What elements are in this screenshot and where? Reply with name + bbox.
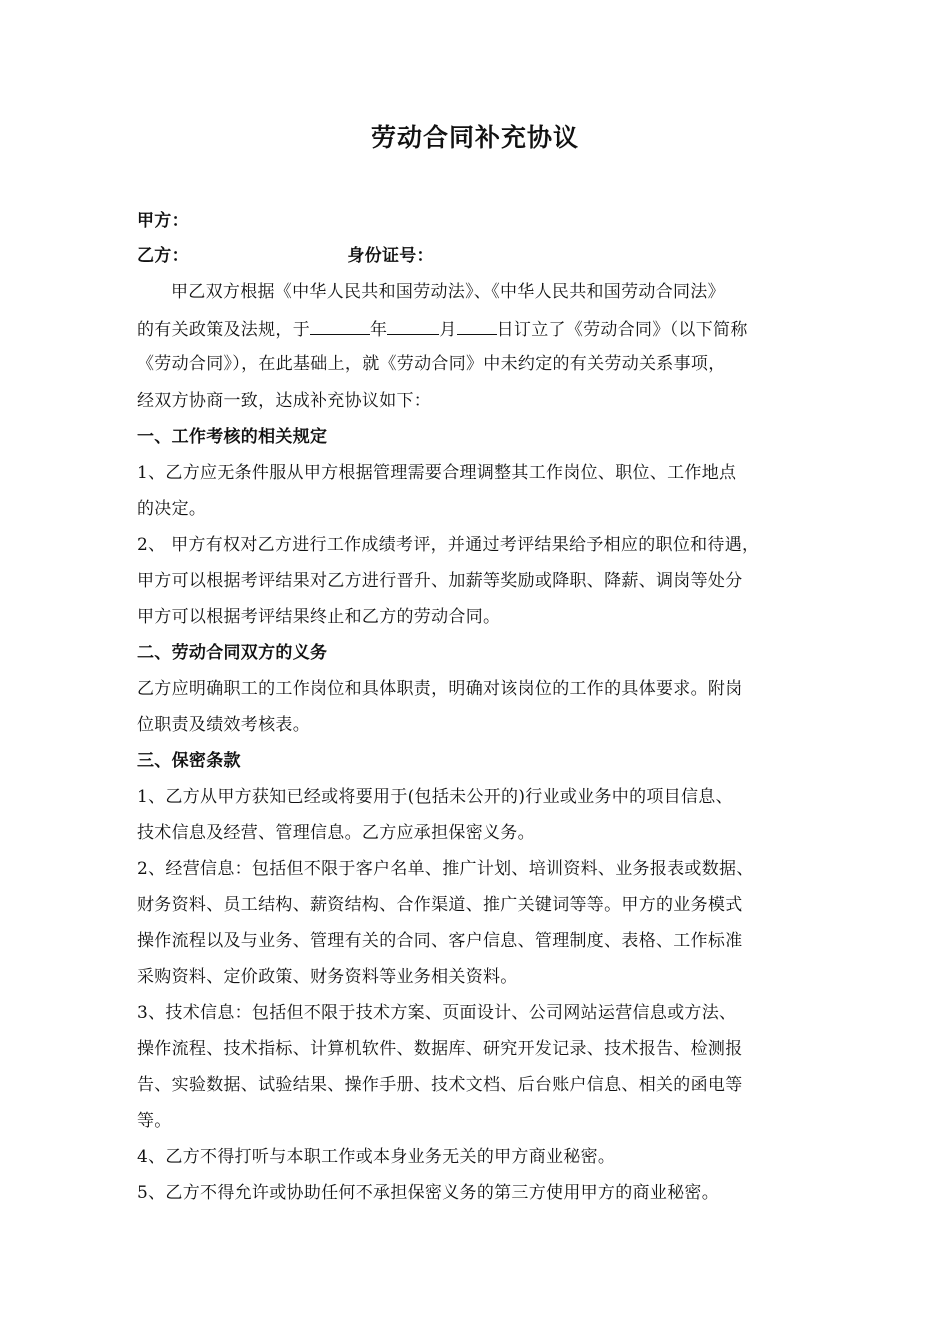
section-2-heading: 二、劳动合同双方的义务: [137, 643, 328, 663]
intro-line-3: 《劳动合同》），在此基础上，就《劳动合同》中未约定的有关劳动关系事项，: [137, 354, 726, 374]
section-3-item-3-line-3: 告、实验数据、试验结果、操作手册、技术文档、后台账户信息、相关的函电等: [137, 1075, 743, 1095]
section-3-item-1-line-2: 技术信息及经营、管理信息。乙方应承担保密义务。: [137, 823, 535, 843]
month-blank: [387, 316, 439, 335]
intro-line-2: [137, 316, 748, 342]
id-number-label: 身份证号：: [347, 246, 434, 266]
party-a-label: 甲方：: [137, 211, 189, 231]
intro-line-2-text: 的有关政策及法规，于: [137, 320, 310, 340]
section-3-item-4: 4、乙方不得打听与本职工作或本身业务无关的甲方商业秘密。: [137, 1147, 616, 1167]
section-3-item-1-line-1: 1、乙方从甲方获知已经或将要用于(包括未公开的)行业或业务中的项目信息、: [137, 787, 733, 807]
section-1-heading: 一、工作考核的相关规定: [137, 427, 328, 447]
section-3-item-5: 5、乙方不得允许或协助任何不承担保密义务的第三方使用甲方的商业秘密。: [137, 1183, 720, 1203]
year-label: 年: [370, 320, 388, 340]
section-3-item-3-line-4: 等。: [137, 1111, 172, 1131]
section-3-item-2-line-1: 2、经营信息：包括但不限于客户名单、推广计划、培训资料、业务报表或数据、: [137, 859, 754, 879]
year-blank: [310, 316, 370, 335]
section-1-item-2-line-1: 2、 甲方有权对乙方进行工作成绩考评，并通过考评结果给予相应的职位和待遇，: [137, 535, 760, 555]
section-1-item-2-line-2: 甲方可以根据考评结果对乙方进行晋升、加薪等奖励或降职、降薪、调岗等处分: [137, 571, 743, 591]
section-2-line-1: 乙方应明确职工的工作岗位和具体职责，明确对该岗位的工作的具体要求。附岗: [137, 679, 743, 699]
document-title: 劳动合同补充协议: [370, 123, 579, 152]
intro-line-1: 甲乙双方根据《中华人民共和国劳动法》、《中华人民共和国劳动合同法》: [171, 282, 725, 302]
section-3-item-2-line-3: 操作流程以及与业务、管理有关的合同、客户信息、管理制度、表格、工作标准: [137, 931, 743, 951]
section-3-item-3-line-1: 3、技术信息：包括但不限于技术方案、页面设计、公司网站运营信息或方法、: [137, 1003, 737, 1023]
month-label: 月: [439, 320, 457, 340]
intro-line-2-tail: 日订立了《劳动合同》（以下简称: [496, 320, 748, 340]
section-3-heading: 三、保密条款: [137, 751, 241, 771]
party-b-row: [137, 244, 434, 268]
day-blank: [457, 316, 497, 335]
section-1-item-1-line-1: 1、乙方应无条件服从甲方根据管理需要合理调整其工作岗位、职位、工作地点: [137, 463, 737, 483]
section-3-item-2-line-4: 采购资料、定价政策、财务资料等业务相关资料。: [137, 967, 518, 987]
section-1-item-1-line-2: 的决定。: [137, 499, 207, 519]
intro-line-4: 经双方协商一致，达成补充协议如下：: [137, 391, 432, 411]
party-b-label: 乙方：: [137, 246, 189, 266]
section-2-line-2: 位职责及绩效考核表。: [137, 715, 310, 735]
section-3-item-3-line-2: 操作流程、技术指标、计算机软件、数据库、研究开发记录、技术报告、检测报: [137, 1039, 743, 1059]
section-1-item-2-line-3: 甲方可以根据考评结果终止和乙方的劳动合同。: [137, 607, 501, 627]
section-3-item-2-line-2: 财务资料、员工结构、薪资结构、合作渠道、推广关键词等等。甲方的业务模式: [137, 895, 743, 915]
